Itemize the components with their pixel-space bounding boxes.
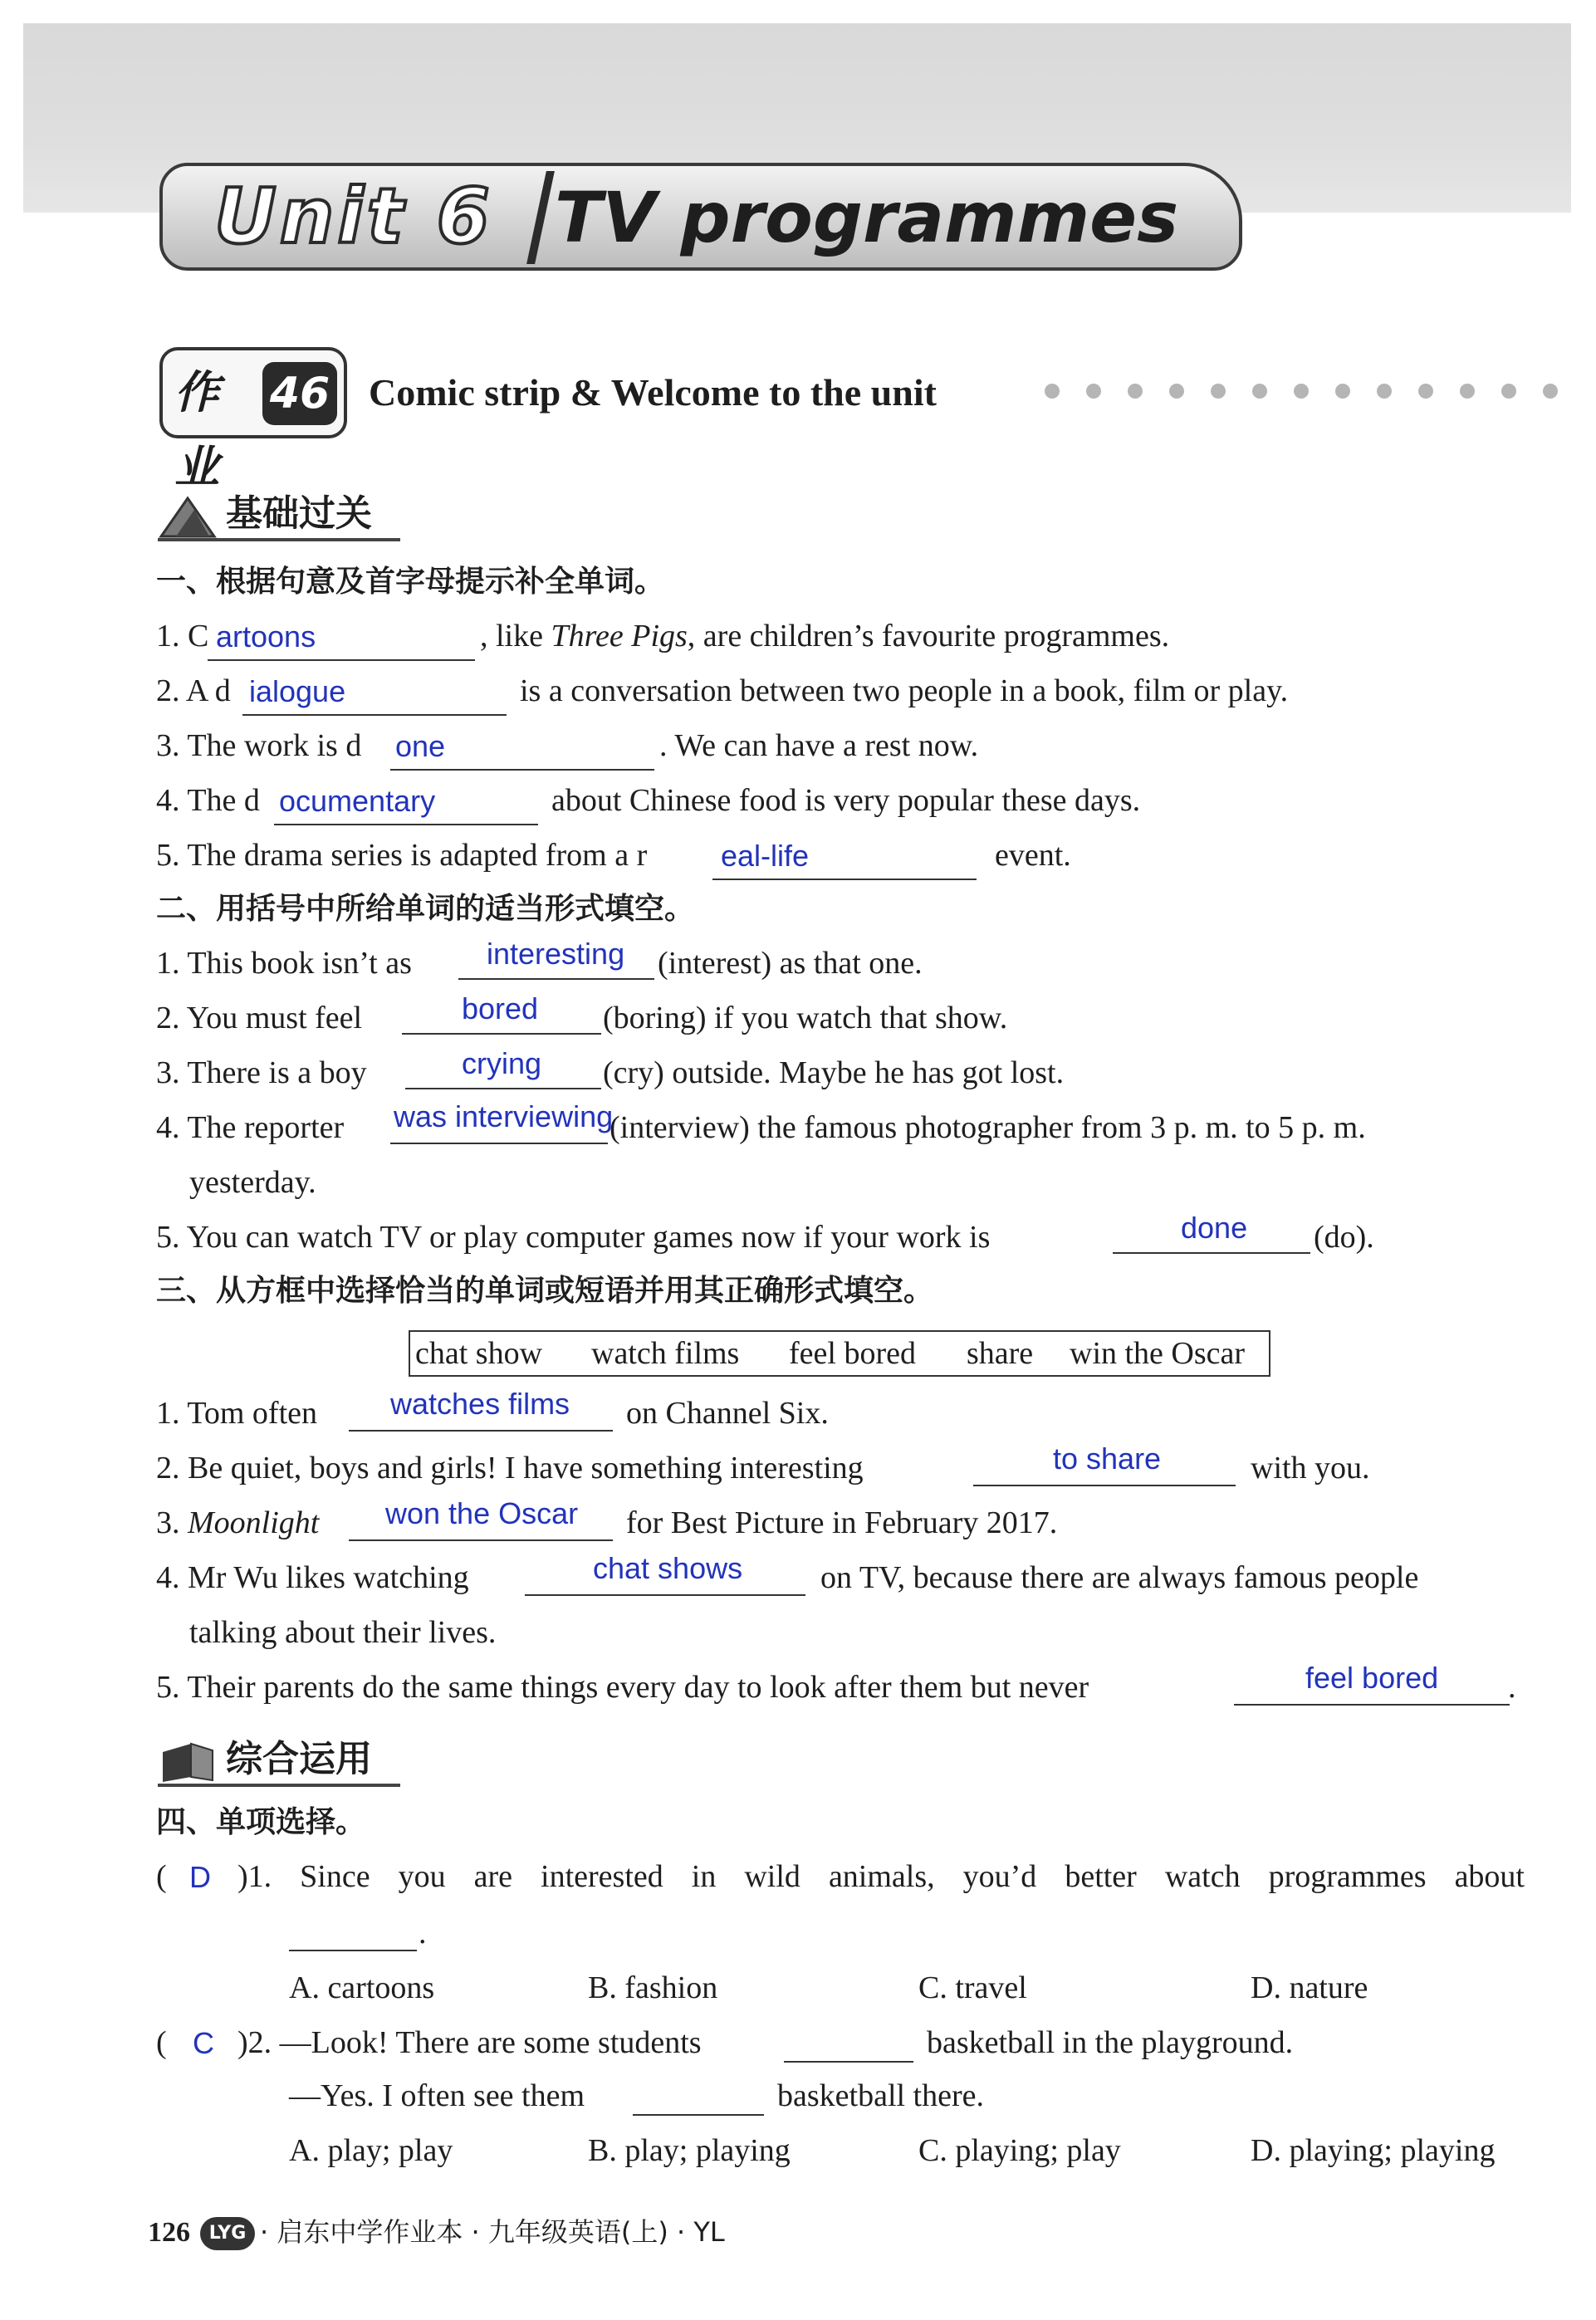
page-footer — [148, 2209, 895, 2255]
part4-q2-paren: ( — [156, 2025, 167, 2060]
word-box-item: feel bored — [789, 1336, 916, 1371]
part1-item-4-pre: 4. The d — [156, 783, 260, 818]
part3-instruction: 三、从方框中选择恰当的单词或短语并用其正确形式填空。 — [156, 1274, 934, 1308]
part1-item-3-post: . We can have a rest now. — [659, 728, 979, 763]
part3-item-3-pre: 3. Moonlight — [156, 1505, 320, 1540]
part1-item-5-post: event. — [995, 838, 1071, 873]
part1-item-1-pre: 1. C — [156, 619, 209, 653]
part3-item-3-post: for Best Picture in February 2017. — [626, 1505, 1058, 1540]
part3-item-4-cont: talking about their lives. — [189, 1615, 497, 1650]
part4-q1-tail: . — [419, 1916, 427, 1950]
part2-item-3-pre: 3. There is a boy — [156, 1055, 367, 1090]
unit-number: Unit 6 — [214, 172, 493, 261]
part1-item-4-post: about Chinese food is very popular these days. — [551, 783, 1141, 818]
part3-item-5-pre: 5. Their parents do the same things every day to look after them but never — [156, 1670, 1089, 1705]
part2-answer-1: interesting — [487, 937, 625, 971]
part2-instruction: 二、用括号中所给单词的适当形式填空。 — [156, 892, 695, 926]
part1-item-1-post: , like Three Pigs, are children’s favourite programmes. — [480, 619, 1170, 653]
part4-q2-text2b: basketball there. — [777, 2078, 985, 2113]
part3-answer-5: feel bored — [1305, 1661, 1439, 1695]
part2-item-5-post: (do). — [1314, 1220, 1374, 1255]
decorative-dots — [1045, 384, 1576, 400]
part2-item-2-post: (boring) if you watch that show. — [603, 1001, 1008, 1035]
part1-item-2-post: is a conversation between two people in a book, film or play. — [520, 673, 1289, 708]
part3-item-1-pre: 1. Tom often — [156, 1396, 318, 1431]
part4-q2-answer: C — [193, 2026, 214, 2060]
part1-answer-4: ocumentary — [279, 784, 436, 818]
part2-item-1-pre: 1. This book isn’t as — [156, 946, 412, 981]
section-title: 基础过关 — [226, 492, 372, 535]
lesson-label: 作业 — [174, 366, 219, 493]
word-box-item: watch films — [591, 1336, 740, 1371]
unit-title: TV programmes — [555, 177, 1179, 258]
section-title: 综合运用 — [226, 1738, 372, 1780]
part1-item-3-pre: 3. The work is d — [156, 728, 362, 763]
part4-q2-text1b: basketball in the playground. — [927, 2025, 1294, 2060]
part4-q1-option-d[interactable]: D. nature — [1251, 1970, 1368, 2005]
part3-item-2-post: with you. — [1251, 1451, 1370, 1485]
part4-q1-text: )1. Since you are interested in wild animals, you’d better watch programmes about — [237, 1859, 1525, 1894]
word-box-item: chat show — [415, 1336, 543, 1371]
part4-q1-option-a[interactable]: A. cartoons — [289, 1970, 435, 2005]
part1-answer-2: ialogue — [249, 674, 346, 708]
publisher-badge: LYG — [200, 2217, 255, 2250]
part4-q2-text1: )2. —Look! There are some students — [237, 2025, 702, 2060]
part2-answer-3: crying — [462, 1046, 542, 1080]
part2-item-4-post: (interview) the famous photographer from 3 p. m. to 5 p. m. — [610, 1110, 1366, 1145]
part2-answer-5: done — [1181, 1211, 1248, 1245]
word-box-item: share — [967, 1336, 1034, 1371]
part1-item-5-pre: 5. The drama series is adapted from a r — [156, 838, 648, 873]
part1-answer-1: artoons — [216, 619, 316, 653]
part3-answer-1: watches films — [390, 1387, 570, 1421]
part4-instruction: 四、单项选择。 — [156, 1805, 366, 1839]
part1-instruction: 一、根据句意及首字母提示补全单词。 — [156, 565, 665, 599]
part2-answer-4: was interviewing — [394, 1099, 614, 1133]
part2-item-4-pre: 4. The reporter — [156, 1110, 345, 1145]
word-box — [409, 1330, 1270, 1377]
lesson-title: Comic strip & Welcome to the unit — [369, 371, 937, 414]
triangle-icon — [158, 495, 218, 538]
part3-item-1-post: on Channel Six. — [626, 1396, 829, 1431]
part2-answer-2: bored — [462, 991, 539, 1025]
lesson-number: 46 — [262, 362, 337, 425]
book-icon — [158, 1740, 218, 1784]
part4-q2-blank-2[interactable] — [633, 2071, 764, 2116]
part2-item-3-post: (cry) outside. Maybe he has got lost. — [603, 1055, 1065, 1090]
section-heading-comprehensive — [158, 1732, 400, 1787]
part4-q1-answer: D — [189, 1860, 211, 1894]
part2-item-1-post: (interest) as that one. — [658, 946, 923, 981]
part3-item-5-post: . — [1508, 1670, 1516, 1705]
part4-q2-option-d[interactable]: D. playing; playing — [1251, 2133, 1496, 2168]
part3-item-2-pre: 2. Be quiet, boys and girls! I have something interesting — [156, 1451, 864, 1485]
part3-item-4-pre: 4. Mr Wu likes watching — [156, 1560, 469, 1595]
part4-q2-blank-1[interactable] — [784, 2018, 913, 2063]
part4-q2-option-b[interactable]: B. play; playing — [588, 2133, 791, 2168]
word-box-item: win the Oscar — [1070, 1336, 1246, 1371]
part2-item-4-cont: yesterday. — [189, 1165, 316, 1200]
part2-item-2-pre: 2. You must feel — [156, 1001, 363, 1035]
part1-answer-3: one — [395, 729, 446, 763]
part3-answer-4: chat shows — [593, 1551, 743, 1585]
part4-q2-text2: —Yes. I often see them — [289, 2078, 585, 2113]
footer-text: · 启东中学作业本 · 九年级英语(上) · YL — [260, 2216, 725, 2248]
page-number: 126 — [148, 2217, 190, 2248]
part4-q1-option-b[interactable]: B. fashion — [588, 1970, 718, 2005]
part4-q1-blank[interactable] — [289, 1906, 417, 1951]
part4-q1-option-c[interactable]: C. travel — [918, 1970, 1027, 2005]
part1-item-2-pre: 2. A d — [156, 673, 231, 708]
part3-item-4-post: on TV, because there are always famous people — [820, 1560, 1419, 1595]
section-heading-basic — [158, 487, 400, 541]
part3-answer-2: to share — [1053, 1441, 1162, 1476]
part1-answer-5: eal-life — [721, 839, 810, 873]
part4-q2-option-a[interactable]: A. play; play — [289, 2133, 453, 2168]
part4-q2-option-c[interactable]: C. playing; play — [918, 2133, 1121, 2168]
part3-answer-3: won the Oscar — [385, 1496, 579, 1530]
part2-item-5-pre: 5. You can watch TV or play computer games now if your work is — [156, 1220, 991, 1255]
part4-q1-paren: ( — [156, 1859, 167, 1894]
